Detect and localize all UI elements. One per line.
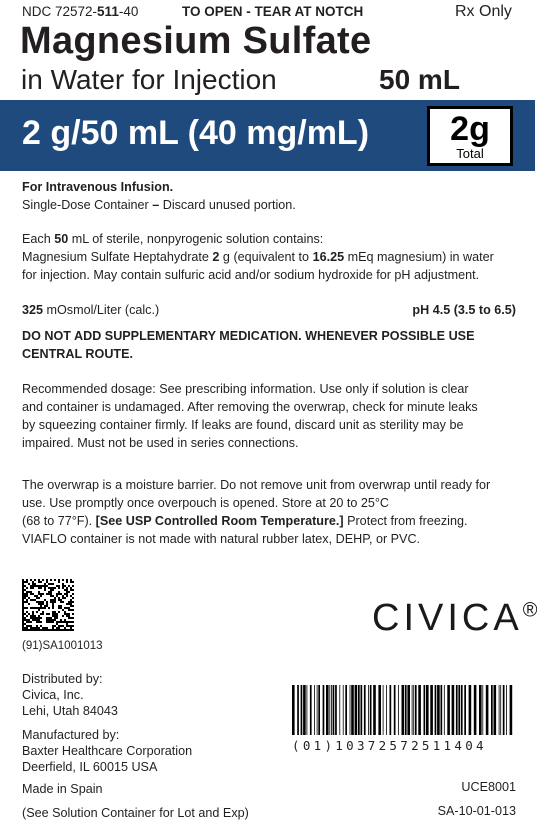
gs1-code-text: (91)SA1001013 [22, 640, 103, 652]
distributor-address: Lehi, Utah 84043 [22, 704, 118, 718]
linear-barcode [290, 685, 514, 735]
osmolarity-text: 325 mOsmol/Liter (calc.) [22, 303, 160, 317]
overwrap-line-4: VIAFLO container is not made with natural rubber latex, DEHP, or PVC. [22, 532, 421, 546]
route-text: For Intravenous Infusion. [22, 180, 174, 194]
datamatrix-barcode [22, 579, 74, 631]
warning-line-2: CENTRAL ROUTE. [22, 347, 134, 361]
composition-line-1: Magnesium Sulfate Heptahydrate 2 g (equivalent to 16.25 mEq magnesium) in water [22, 250, 494, 264]
ndc-number: NDC 72572-511-40 [22, 4, 139, 19]
sa-code: SA-10-01-013 [437, 804, 516, 818]
overwrap-line-1: The overwrap is a moisture barrier. Do not remove unit from overwrap until ready for [22, 478, 491, 492]
distributor-name: Civica, Inc. [22, 688, 84, 702]
lot-exp-note: (See Solution Container for Lot and Exp) [22, 806, 249, 820]
uce-code: UCE8001 [461, 780, 516, 794]
composition-line-2: for injection. May contain sulfuric acid and/or sodium hydroxide for pH adjustment. [22, 268, 480, 282]
overwrap-line-3: (68 to 77°F). [See USP Controlled Room Temperature.] Protect from freezing. [22, 514, 468, 528]
container-volume: 50 mL [379, 64, 460, 95]
manufactured-by-label: Manufactured by: [22, 728, 120, 742]
total-amount: 2g [450, 110, 490, 148]
product-subtitle: in Water for Injection [21, 64, 277, 95]
manufacturer-address: Deerfield, IL 60015 USA [22, 760, 158, 774]
open-instruction: TO OPEN - TEAR AT NOTCH [182, 4, 364, 19]
manufacturer-name: Baxter Healthcare Corporation [22, 744, 193, 758]
ph-text: pH 4.5 (3.5 to 6.5) [412, 303, 516, 317]
rx-only-label: Rx Only [455, 3, 512, 20]
dosage-line-1: Recommended dosage: See prescribing information. Use only if solution is clear [22, 382, 469, 396]
overwrap-line-2: use. Use promptly once overpouch is opened. Store at 20 to 25°C [22, 496, 389, 510]
strength-label: 2 g/50 mL (40 mg/mL) [22, 114, 370, 152]
distributed-by-label: Distributed by: [22, 672, 103, 686]
total-label: Total [456, 146, 484, 161]
civica-logo: CIVICA® [372, 597, 537, 639]
warning-line-1: DO NOT ADD SUPPLEMENTARY MEDICATION. WHENEVER POSSIBLE USE [22, 329, 475, 343]
barcode-number: (01)10372572511404 [292, 738, 487, 753]
dosage-line-2: and container is undamaged. After removing the overwrap, check for minute leaks [22, 400, 478, 414]
product-title: Magnesium Sulfate [20, 20, 372, 62]
country-of-origin: Made in Spain [22, 782, 103, 796]
dosage-line-3: by squeezing container firmly. If leaks are found, discard unit as sterility may be [22, 418, 464, 432]
dosage-line-4: impaired. Must not be used in series connections. [22, 436, 299, 450]
each-contains-text: Each 50 mL of sterile, nonpyrogenic solution contains: [22, 232, 324, 246]
single-dose-text: Single-Dose Container – Discard unused portion. [22, 198, 296, 212]
total-amount-box [427, 106, 513, 166]
